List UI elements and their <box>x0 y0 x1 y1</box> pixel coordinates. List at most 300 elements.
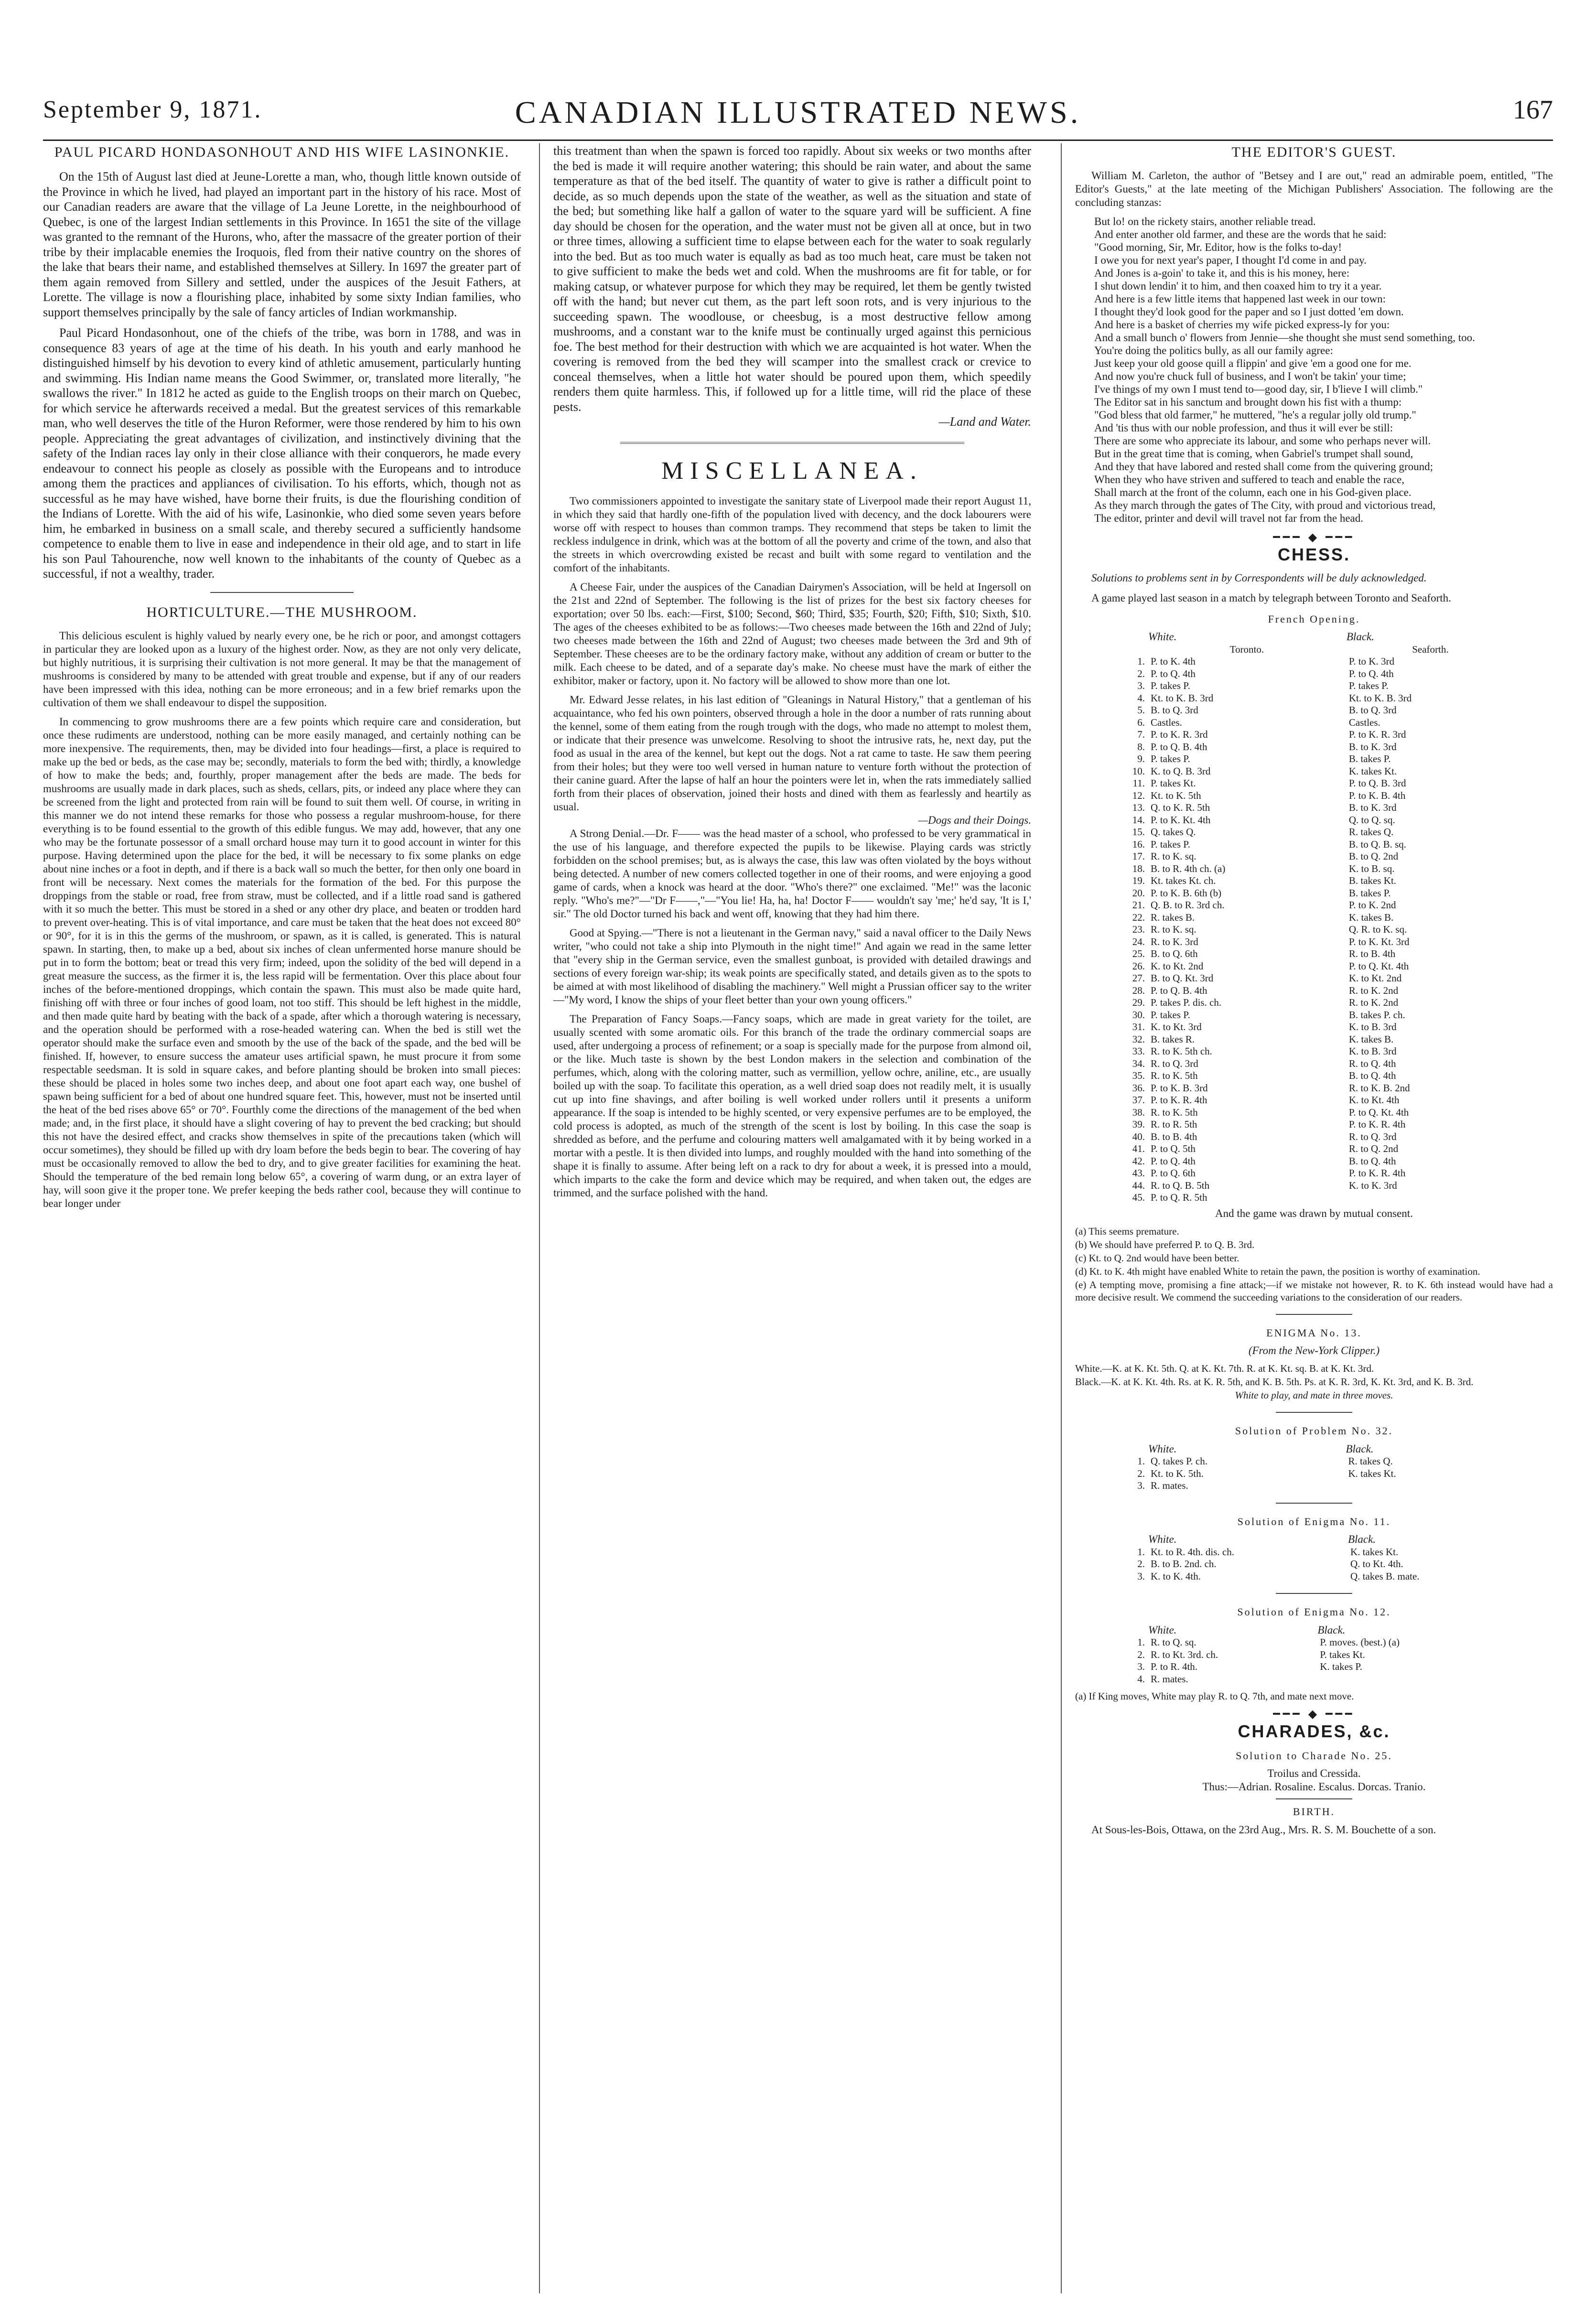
move-row <box>1113 1546 1515 1559</box>
black-move: R. to K. B. 2nd <box>1348 1082 1410 1094</box>
source-attribution: —Dogs and their Doings. <box>918 814 1031 826</box>
white-move: P. to K. R. 4th <box>1151 1094 1207 1106</box>
move-row <box>1113 826 1515 839</box>
white-move: R. to K. 5th <box>1151 1070 1198 1081</box>
move-row <box>1113 972 1515 985</box>
poem-line: The Editor sat in his sanctum and brought down his fist with a thump: <box>1094 396 1402 408</box>
black-move: Q. to Q. sq. <box>1348 814 1395 826</box>
enigma-position <box>1075 1362 1553 1401</box>
move-row <box>1113 960 1515 973</box>
move-row <box>1113 1058 1515 1070</box>
poem-line: I owe you for next year's paper, I thought I'd come in and pay. <box>1094 254 1367 266</box>
black-move: K. to B. 3rd <box>1348 1045 1397 1057</box>
white-move: K. to K. 4th. <box>1151 1570 1201 1582</box>
paragraph: This delicious esculent is highly valued by nearly every one, be he rich or poor, and amongst cottagers in particular they are looked upon as a luxury of the highest order. Now, as they are not only very delicate, but highly nutritious, it is surprising their cultivation is not more general. It may be that the management of mushrooms is considered by many to be attended with great trouble and expense, but if any of our readers have been impressed with this idea, nothing can be more erroneous; and in a few brief remarks upon the cultivation of them we shall endeavour to dispel the supposition. <box>43 629 521 709</box>
solution-note: (a) If King moves, White may play R. to Q. 7th, and mate next move. <box>1075 1690 1354 1702</box>
white-move: P. to Q. R. 5th <box>1151 1192 1207 1203</box>
move-number: 25. <box>1132 948 1145 959</box>
poem-line: And enter another old farmer, and these are the words that he said: <box>1094 228 1387 240</box>
white-move: R. to Q. B. 5th <box>1151 1179 1210 1191</box>
move-number: 40. <box>1132 1130 1145 1142</box>
game-result: And the game was drawn by mutual consent. <box>1215 1207 1413 1219</box>
move-row <box>1113 1455 1515 1468</box>
white-move: P. takes P. <box>1151 838 1190 850</box>
white-move: K. to Q. B. 3rd <box>1151 765 1211 777</box>
move-number: 32. <box>1132 1033 1145 1045</box>
white-label: White. <box>1148 1624 1177 1636</box>
black-move: P. takes Kt. <box>1320 1648 1365 1660</box>
move-row <box>1113 912 1515 924</box>
move-number: 4. <box>1137 692 1145 704</box>
black-move: R. to Q. 4th <box>1348 1057 1396 1069</box>
move-row <box>1113 790 1515 802</box>
move-number: 24. <box>1132 936 1145 947</box>
move-number: 26. <box>1132 960 1145 972</box>
black-move: B. to Q. 4th <box>1348 1070 1396 1081</box>
move-row <box>1113 1021 1515 1033</box>
white-move: R. to Q. sq. <box>1151 1636 1196 1648</box>
white-move: P. to K. B. 6th (b) <box>1151 887 1222 899</box>
note: (a) This seems premature. <box>1075 1225 1179 1237</box>
paragraph: William M. Carleton, the author of "Betsey and I are out," read an admirable poem, entitled, "The Editor's Guests," at the late meeting of the Michigan Publishers' Association. The following are the concluding stanzas: <box>1075 170 1553 208</box>
issue-date: September 9, 1871. <box>43 96 262 123</box>
move-row <box>1113 765 1515 778</box>
move-number: 36. <box>1132 1082 1145 1094</box>
white-move: P. to R. 4th. <box>1151 1661 1198 1672</box>
poem-line: When they who have striven and suffered to teach and enable the race, <box>1094 473 1405 485</box>
white-move: P. to Q. B. 4th <box>1151 984 1207 996</box>
move-number: 10. <box>1132 765 1145 777</box>
white-move: R. to K. sq. <box>1151 850 1196 862</box>
move-number: 16. <box>1132 838 1145 850</box>
white-move: B. to Q. 3rd <box>1151 704 1198 716</box>
move-row <box>1113 717 1515 729</box>
black-move: Q. R. to K. sq. <box>1348 924 1407 935</box>
black-move: P. to K. Kt. 3rd <box>1348 936 1410 947</box>
column-2 <box>553 143 1031 2303</box>
move-row <box>1113 1480 1515 1492</box>
move-number: 45. <box>1132 1192 1145 1203</box>
white-move: P. takes P. <box>1151 753 1190 764</box>
section-heading-miscellanea: MISCELLANEA. <box>661 457 923 484</box>
black-move: P. to K. R. 3rd <box>1348 729 1406 740</box>
move-number: 31. <box>1132 1021 1145 1033</box>
black-move: R. takes Q. <box>1348 826 1394 838</box>
poem-line: Just keep your old goose quill a flippin' and give 'em a good one for me. <box>1094 357 1412 369</box>
black-move: R. to K. 2nd <box>1348 997 1399 1008</box>
move-number: 1. <box>1137 656 1145 667</box>
solution-title: Solution of Problem No. 32. <box>1235 1425 1393 1437</box>
black-move: P. takes P. <box>1348 680 1389 691</box>
black-move: P. to Q. B. 3rd <box>1348 777 1406 789</box>
black-move: P. to K. 3rd <box>1348 656 1394 667</box>
black-label: Black. <box>1347 1533 1376 1545</box>
move-row <box>1113 1167 1515 1180</box>
black-move: K. to Kt. 2nd <box>1348 972 1402 984</box>
move-number: 2. <box>1137 1467 1145 1479</box>
black-move: P. to Q. 4th <box>1348 667 1394 679</box>
move-number: 3. <box>1137 1480 1145 1491</box>
move-number: 23. <box>1132 924 1145 935</box>
move-row <box>1113 839 1515 851</box>
poem-line: And here is a basket of cherries my wife picked express-ly for you: <box>1094 319 1390 331</box>
black-move: B. to Q. B. sq. <box>1348 838 1407 850</box>
birth-heading: BIRTH. <box>1293 1806 1336 1818</box>
black-move: P. to K. R. 4th <box>1348 1167 1406 1179</box>
paragraph: Paul Picard Hondasonhout, one of the chiefs of the tribe, was born in 1788, and was in consequence 83 years of age at the time of his death. In his youth and early manhood he distinguished himself by his devotion to every kind of athletic amusement, particularly hunting and swimming. His Indian name means the Good Swimmer, or, translated more literally, "he swallows the river." In 1812 he acted as guide to the English troops on their march on Quebec, for which service he afterwards received a medal. But the greatest services of this remarkable man, who well deserves the title of the Huron Reformer, were those rendered by him to his own people. Appreciating the great advantages of civilization, and instinctively divining that the safety of the Indian races lay only in their close alliance with their conquerors, he made every endeavour to connect his people as closely as possible with the Europeans and to introduce among them the practices and appliances of civilisation. To his efforts, which, though not as successful as he may have wished, have borne their fruits, is due the flourishing condition of the Indians of Lorette. With the aid of his wife, Lasinonkie, who died some seven years before him, he embarked in business on a small scale, and thereby secured a sufficiently handsome competence to enable them to live in ease and independence in their old age, and to start in life his son Paul Tahourenche, now well known to the inhabitants of the county of Quebec as a successful, if not a wealthy, trader. <box>43 326 521 581</box>
move-row <box>1113 1468 1515 1480</box>
move-number: 3. <box>1137 680 1145 691</box>
white-move: R. mates. <box>1151 1480 1188 1491</box>
move-row <box>1113 802 1515 814</box>
poem-line: Shall march at the front of the column, each one in his God-given place. <box>1094 486 1412 498</box>
white-label: White. <box>1148 631 1177 643</box>
section-heading-chess: CHESS. <box>1277 544 1351 564</box>
white-move: P. to Q. 5th <box>1151 1143 1196 1154</box>
white-move: B. takes R. <box>1151 1033 1195 1045</box>
black-move: Castles. <box>1348 716 1380 728</box>
move-row <box>1113 1192 1515 1204</box>
black-move: K. to Kt. 4th <box>1348 1094 1400 1106</box>
black-move: B. to K. 3rd <box>1348 741 1397 753</box>
black-move: Kt. to K. B. 3rd <box>1348 692 1412 704</box>
poem-line: And a small bunch o' flowers from Jennie—she thought she must send something, too. <box>1094 332 1475 344</box>
solution-table <box>1113 1533 1515 1582</box>
solution-title: Solution of Enigma No. 12. <box>1237 1606 1391 1618</box>
move-number: 13. <box>1132 802 1145 813</box>
black-label: Black. <box>1346 631 1374 643</box>
white-move: P. takes Kt. <box>1151 777 1196 789</box>
black-move: B. to Q. 4th <box>1348 1155 1396 1167</box>
solution-title: Solution of Enigma No. 11. <box>1237 1515 1391 1528</box>
charade-solution-title: Solution to Charade No. 25. <box>1236 1749 1392 1762</box>
divider <box>1276 1593 1352 1594</box>
white-place: Toronto. <box>1229 643 1264 655</box>
poem-line: And here is a few little items that happened last week in our town: <box>1094 293 1386 305</box>
move-number: 18. <box>1132 862 1145 874</box>
section-divider <box>620 442 964 444</box>
black-move: R. to Q. 2nd <box>1348 1143 1399 1154</box>
white-move: P. to K. 4th <box>1151 656 1196 667</box>
masthead <box>43 91 1553 139</box>
masthead-rule <box>43 140 1553 141</box>
black-move: B. to Q. 3rd <box>1348 704 1397 716</box>
black-move: P. to K. R. 4th <box>1348 1119 1406 1130</box>
move-number: 22. <box>1132 911 1145 923</box>
black-move: P. to K. 2nd <box>1348 899 1396 911</box>
move-row <box>1113 875 1515 887</box>
move-row <box>1113 850 1515 863</box>
move-number: 33. <box>1132 1045 1145 1057</box>
divider <box>1276 1503 1352 1504</box>
white-move: R. takes B. <box>1151 911 1195 923</box>
black-move: K. takes B. <box>1348 1033 1394 1045</box>
note: (b) We should have preferred P. to Q. B. 3rd. <box>1075 1238 1255 1250</box>
white-move: Q. takes P. ch. <box>1151 1455 1207 1467</box>
black-move: P. to Q. Kt. 4th <box>1348 960 1409 972</box>
white-move: K. to Kt. 2nd <box>1151 960 1204 972</box>
move-row <box>1113 1107 1515 1119</box>
column-1 <box>43 143 521 2303</box>
move-row <box>1113 1661 1515 1673</box>
move-number: 2. <box>1137 1558 1145 1570</box>
black-move: K. takes P. <box>1320 1661 1362 1672</box>
white-label: White. <box>1148 1442 1177 1455</box>
game-intro: A game played last season in a match by telegraph between Toronto and Seaforth. <box>1091 592 1451 604</box>
black-move: B. to Q. 2nd <box>1348 850 1399 862</box>
move-row <box>1113 680 1515 692</box>
enigma-black: Black.—K. at K. Kt. 4th. Rs. at K. R. 5th, and K. B. 5th. Ps. at K. R. 3rd, K. Kt. 3rd, and K. B. 3rd. <box>1075 1376 1474 1388</box>
black-move <box>1345 1480 1515 1492</box>
white-move: P. to K. B. 3rd <box>1151 1082 1208 1094</box>
move-number: 35. <box>1132 1070 1145 1081</box>
black-move: B. takes P. ch. <box>1348 1009 1405 1021</box>
note: (c) Kt. to Q. 2nd would have been better. <box>1075 1252 1239 1264</box>
white-move: B. to R. 4th ch. (a) <box>1151 862 1226 874</box>
poem-line: You're doing the politics bully, as all our family agree: <box>1094 344 1333 356</box>
white-move: Q. to K. R. 5th <box>1151 802 1210 813</box>
white-move: P. takes P. dis. ch. <box>1151 997 1222 1008</box>
move-number: 37. <box>1132 1094 1145 1106</box>
move-number: 9. <box>1137 753 1145 764</box>
white-move: B. to Q. 6th <box>1151 948 1198 959</box>
black-move: B. to K. 3rd <box>1348 802 1397 813</box>
article-heading-mushroom: HORTICULTURE.—THE MUSHROOM. <box>146 604 418 620</box>
move-number: 19. <box>1132 875 1145 886</box>
charade-solution: Troilus and Cressida. <box>1267 1767 1361 1779</box>
move-row <box>1113 1070 1515 1082</box>
white-move: Q. B. to R. 3rd ch. <box>1151 899 1225 911</box>
black-label: Black. <box>1346 1442 1374 1455</box>
poem-line: And now you're chuck full of business, and I won't be takin' your time; <box>1094 370 1406 382</box>
move-number: 44. <box>1132 1179 1145 1191</box>
white-move: P. to Q. B. 4th <box>1151 741 1207 753</box>
move-row <box>1113 863 1515 875</box>
move-number: 2. <box>1137 1648 1145 1660</box>
move-row <box>1113 729 1515 741</box>
poem-line: I've things of my own I must tend to—good day, sir, I b'lieve I will climb." <box>1094 383 1423 395</box>
white-move: R. to K. sq. <box>1151 924 1196 935</box>
white-move: P. to K. R. 3rd <box>1151 729 1208 740</box>
divider <box>1276 1314 1352 1315</box>
move-row <box>1113 1033 1515 1046</box>
move-row <box>1113 1673 1515 1686</box>
move-number: 17. <box>1132 850 1145 862</box>
black-move: K. to K. 3rd <box>1348 1179 1397 1191</box>
poem-line: And Jones is a-goin' to take it, and this is his money, here: <box>1094 267 1350 279</box>
paragraph: The Preparation of Fancy Soaps.—Fancy soaps, which are made in great variety for the toilet, are usually scented with some aromatic oils. For this branch of the trade the ordinary commercial soaps are used, after undergoing a process of refinement; or a soap is specially made for the purpose from almond oil, or the like. Much taste is shown by the best London makers in the selection and combination of the perfumes, which, along with the coloring matter, such as vermillion, yellow ochre, aniline, etc., are usually boiled up with the soap. To facilitate this operation, as a well dried soap does not readily melt, it is usually cut up into fine shavings, and after boiling is well worked under rollers until it presents a uniform appearance. If the soap is intended to be highly scented, or very expensive perfumes are to be employed, the cold process is adopted, as much of the strength of the scent is lost by boiling. In this case the soap is shredded as before, and the perfume and colouring matters well amalgamated with it by being worked in a mortar with a pestle. It is then divided into lumps, and roughly moulded with the hand into something of the shape it is finally to assume. After being left on a rack to dry for about a week, it is pressed into a mould, which imparts to the cake the form and device which may be required, and when taken out, the edges are trimmed, and the surface polished with the hand. <box>553 1012 1031 1199</box>
black-move: K. to B. sq. <box>1348 862 1395 874</box>
move-number: 29. <box>1132 997 1145 1008</box>
birth-notice: At Sous-les-Bois, Ottawa, on the 23rd Aug., Mrs. R. S. M. Bouchette of a son. <box>1091 1823 1436 1836</box>
paragraph: In commencing to grow mushrooms there are a few points which require care and consideration, but once these rudiments are understood, nothing can be more easily managed, and certainly nothing can be more inexpensive. The requirements, then, may be divided into four headings—first, a place is required to make up the bed or beds, as the case may be; secondly, materials to form the bed with; thirdly, a knowledge of how to make the beds; and, fourthly, proper management after the beds are made. The beds for mushrooms are usually made in dark places, such as sheds, cellars, pits, or indeed any place where they can be screened from the light and protected from rain will be found to suit them well. Of course, in writing in this manner we do not intend these remarks for those who possess a regular mushroom-house, for there everything is to be found essential to the growth of this edible fungus. We may add, however, that any one who may be the fortunate possessor of a small orchard house may turn it to good account in winter for this purpose. Having determined upon the place for the bed, it will be necessary to fix some planks on edge about nine inches or a foot in depth, and if there is a back wall so much the better, for then only one board in front will be necessary. Next comes the materials for the formation of the bed. For this purpose the droppings from the stable or road, free from straw, must be collected, and if a little road sand is gathered with it so much the better. This must be stored in a shed or any other dry place, and beaten or trodden hard to prevent over-heating. This is of vital importance, and care must be taken that the heat does not exceed 80° or 90°, for it is in this the germs of the mushroom, or spawn, as it is called, is generated. This is natural spawn. In starting, then, to make up a bed, about six inches of clean unfermented horse manure should be put in to form the bottom; beat or tread this very firm; indeed, upon the solidity of the bed will depend in a great measure the success, as the firmer it is, the less rapid will be fermentation. Over this place about four inches of the before-mentioned droppings, which contain the spawn. This must also be made quite hard, finishing off with three or four inches of good loam, not too stiff. This should be left highest in the middle, and then made quite hard by beating with the back of a spade, after which a thorough watering is necessary, and the operation should be performed with a rose-headed watering can. When the bed is still wet the operator should make the surface even and smooth by the use of the back of the spade, and the bed will be finished. If, however, to ensure success the amateur uses artificial spawn, he must procure it from some respectable seedsman. It is sold in square cakes, and before planting should be broken into small pieces: these should be placed in holes some two inches deep, and about one foot apart each way, one bushel of spawn being sufficient for a bed of about one hundred square feet. This, however, must not be inserted until the heat of the bed rises above 65° or 70°. Fourthly come the directions of the management of the bed when made; and, in the first place, it should have a slight covering of hay to prevent the bed cracking; but should this not have the desired effect, and cracks show themselves in spite of the precautions taken (which will occur sometimes), they should be filled up with dry loam before the beds begin to bear. The covering of hay must be occasionally removed to allow the bed to dry, and to give greater facilities for examining the heat. Should the temperature of the bed remain long below 65°, a covering of warm dung, or an extra layer of hay, will soon give it the proper tone. We prefer keeping the beds rather cool, because they will continue to bear longer under <box>43 715 521 1209</box>
white-move: Kt. to K. B. 3rd <box>1151 692 1214 704</box>
page-number: 167 <box>1513 95 1553 125</box>
paragraph: A Cheese Fair, under the auspices of the Canadian Dairymen's Association, will be held at Ingersoll on the 21st and 22nd of September. The following is the list of prizes for the best six factory cheeses for exportation; over 50 lbs. each:—First, $100; Second, $60; Third, $35; Fourth, $20; Fifth, $10; Sixth, $10. The ages of the cheeses exhibited to be as follows:—Two cheeses made between the 16th and 22nd of July; two cheeses made between the 16th and 22nd of August; two cheeses made between the 3rd and 9th of September. These cheeses are to be the ordinary factory make, without any addition of cream or butter to the milk. Each cheese to be dated, and of a separate day's make. No cheese must have the mark of either the exhibitor, maker or factory, upon it. No factory will be allowed to show more than one lot. <box>553 581 1031 687</box>
move-number: 21. <box>1132 899 1145 911</box>
move-number: 27. <box>1132 972 1145 984</box>
move-row <box>1113 1143 1515 1155</box>
move-row <box>1113 656 1515 668</box>
poem-line: I shut down lendin' it to him, and then coaxed him to try it a year. <box>1094 280 1382 292</box>
poem-line: But lo! on the rickety stairs, another reliable tread. <box>1094 215 1316 227</box>
move-row <box>1113 1045 1515 1058</box>
move-row <box>1113 668 1515 680</box>
white-move: R. mates. <box>1151 1673 1188 1685</box>
white-move: Kt. to K. 5th. <box>1151 1467 1204 1479</box>
paragraph: Good at Spying.—"There is not a lieutenant in the German navy," said a naval officer to the Daily News writer, "who could not take a ship into Plymouth in the night time!" And again we read in the same letter that "every ship in the German service, even the smallest gunboat, is provided with detailed drawings and sections of every foreign war-ship; its weak points are specifically stated, and details given as to the spots to be aimed at with most likelihood of disabling the machinery." Well might a Prussian officer say to the writer—"My word, I know the ships of your fleet better than your own young officers." <box>553 926 1031 1006</box>
move-row <box>1113 936 1515 948</box>
poem-line: As they march through the gates of The City, with proud and victorious tread, <box>1094 499 1436 511</box>
note: (e) A tempting move, promising a fine attack;—if we mistake not however, R. to K. 6th instead would have had a more decisive result. We commend the succeeding variations to the consideration of our readers. <box>1075 1279 1553 1303</box>
black-move: K. takes Kt. <box>1350 1546 1399 1558</box>
white-move: P. takes P. <box>1151 680 1190 691</box>
white-move: Q. takes Q. <box>1151 826 1196 838</box>
move-number: 7. <box>1137 729 1145 740</box>
article-heading-editors-guest: THE EDITOR'S GUEST. <box>1231 144 1397 160</box>
move-row <box>1113 1082 1515 1095</box>
source-attribution: —Land and Water. <box>938 415 1031 429</box>
column-3 <box>1075 143 1553 2303</box>
move-row <box>1113 692 1515 705</box>
poem-line: But in the great time that is coming, when Gabriel's trumpet shall sound, <box>1094 448 1413 460</box>
move-number: 41. <box>1132 1143 1145 1154</box>
enigma-source: (From the New-York Clipper.) <box>1248 1345 1380 1356</box>
white-move: P. to K. Kt. 4th <box>1151 814 1211 826</box>
black-move: Q. takes B. mate. <box>1350 1570 1420 1582</box>
move-row <box>1113 985 1515 997</box>
white-move: K. to Kt. 3rd <box>1151 1021 1202 1033</box>
poem-line: The editor, printer and devil will travel not far from the head. <box>1094 512 1364 524</box>
poem-line: There are some who appreciate its labour, and some who perhaps never will. <box>1094 435 1431 447</box>
move-row <box>1113 997 1515 1009</box>
chess-game-table <box>1113 630 1515 1204</box>
move-number: 12. <box>1132 789 1145 801</box>
black-move: P. to K. B. 4th <box>1348 789 1406 801</box>
move-number: 43. <box>1132 1167 1145 1179</box>
move-number: 6. <box>1137 716 1145 728</box>
charade-solution-detail: Thus:—Adrian. Rosaline. Escalus. Dorcas. Tranio. <box>1202 1781 1426 1793</box>
white-move: R. to Q. 3rd <box>1151 1057 1198 1069</box>
white-move: R. to K. 3rd <box>1151 936 1198 947</box>
move-row <box>1113 1558 1515 1571</box>
white-move: R. to R. 5th <box>1151 1119 1197 1130</box>
divider <box>1276 1412 1352 1413</box>
black-place: Seaforth. <box>1412 643 1449 655</box>
enigma-white: White.—K. at K. Kt. 5th. Q. at K. Kt. 7th. R. at K. Kt. sq. B. at K. Kt. 3rd. <box>1075 1363 1374 1374</box>
move-number: 1. <box>1137 1455 1145 1467</box>
black-move: K. takes B. <box>1348 911 1394 923</box>
move-number: 8. <box>1137 741 1145 753</box>
move-row <box>1113 1571 1515 1583</box>
paper-title: CANADIAN ILLUSTRATED NEWS. <box>515 95 1081 130</box>
black-move: P. to Q. Kt. 4th <box>1348 1106 1409 1118</box>
black-move: R. to Q. 3rd <box>1348 1130 1397 1142</box>
white-move: P. to Q. 4th <box>1151 1155 1196 1167</box>
paragraph: A Strong Denial.—Dr. F—— was the head master of a school, who professed to be very grammatical in the use of his language, and therefore expected the pupils to be likewise. Playing cards was strictly forbidden on the school premises; but, as is always the case, this law was often violated by the boys without being detected. A number of new comers collected together in one of their rooms, and were enjoying a good game of cards, when a knock was heard at the door. "Who's there?" one exclaimed. "Me!" was the laconic reply. "Who's me?"—"Dr F——,"—"You lie! Ha, ha, ha! Doctor F—— wouldn't say 'me;' he'd say, 'It is I,' sir." The old Doctor turned his back and went off, knowing that they had him there. <box>553 827 1031 920</box>
poem-line: "God bless that old farmer," he muttered, "he's a regular jolly old trump." <box>1094 409 1416 421</box>
white-move: R. to K. 5th ch. <box>1151 1045 1212 1057</box>
move-row <box>1113 1094 1515 1107</box>
white-move: R. to K. 5th <box>1151 1106 1198 1118</box>
ornament-divider: ━━━ ◆ ━━━ <box>1273 1708 1355 1721</box>
move-number: 1. <box>1137 1636 1145 1648</box>
move-number: 30. <box>1132 1009 1145 1021</box>
move-row <box>1113 753 1515 765</box>
black-move <box>1317 1673 1515 1686</box>
black-move <box>1346 1192 1515 1204</box>
move-number: 5. <box>1137 704 1145 716</box>
white-move: P. takes P. <box>1151 1009 1190 1021</box>
paragraph: Mr. Edward Jesse relates, in his last edition of "Gleanings in Natural History," that a gentleman of his acquaintance, who fed his own pointers, observed through a hole in the door a number of rats running about the kennel, some of them eating from the rough trough with the dogs, who made no attempt to molest them, or indicate that their presence was unwelcome. Resolving to shoot the intrusive rats, he, next day, put the food as usual in the area of the kennel, but kept out the dogs. Not a rat came to taste. He saw them peering from their holes; but they were too well versed in human nature to venture forth without the protection of their canine guard. After the lapse of half an hour the pointers were let in, when the rats immediately sallied forth from their places of observation, joined their hosts and dined with them as fearlessly and heartily as usual. <box>553 693 1031 813</box>
black-move: K. takes Kt. <box>1348 765 1397 777</box>
poem-line: And they that have labored and rested shall come from the quivering ground; <box>1094 461 1433 473</box>
move-row <box>1113 887 1515 900</box>
solution-table <box>1113 1624 1515 1686</box>
section-divider <box>210 592 354 593</box>
black-move: K. to B. 3rd <box>1348 1021 1397 1033</box>
white-move: B. to Q. Kt. 3rd <box>1151 972 1214 984</box>
opening-name: French Opening. <box>1268 613 1360 625</box>
game-notes <box>1075 1225 1553 1303</box>
black-move: B. takes P. <box>1348 887 1391 899</box>
move-row <box>1113 1131 1515 1143</box>
move-row <box>1113 1180 1515 1192</box>
white-move: B. to B. 2nd. ch. <box>1151 1558 1217 1570</box>
move-row <box>1113 704 1515 717</box>
white-label: White. <box>1148 1533 1177 1545</box>
black-move: B. takes Kt. <box>1348 875 1397 886</box>
black-move: R. to B. 4th <box>1348 948 1396 959</box>
black-move: K. takes Kt. <box>1348 1467 1396 1479</box>
move-row <box>1113 924 1515 936</box>
poem-line: And 'tis thus with our noble profession, and thus it will ever be still: <box>1094 422 1393 434</box>
poem-stanzas <box>1094 215 1553 525</box>
black-move: B. takes P. <box>1348 753 1391 764</box>
paragraph: Two commissioners appointed to investigate the sanitary state of Liverpool made their report August 11, in which they said that hardly one-fifth of the population lived with decency, and the dock labourers were worse off with respect to houses than common tramps. They recommend that steps be taken to limit the reckless indulgence in drink, which was at the bottom of all the poverty and crime of the town, and also that the streets in which overcrowding existed be recast and built with some regard to ventilation and the comfort of the inhabitants. <box>553 495 1031 574</box>
white-move: B. to B. 4th <box>1151 1130 1197 1142</box>
white-move: P. to Q. 6th <box>1151 1167 1196 1179</box>
enigma-task: White to play, and mate in three moves. <box>1235 1389 1393 1401</box>
move-row <box>1113 1155 1515 1168</box>
move-number: 1. <box>1137 1546 1145 1558</box>
move-number: 4. <box>1137 1673 1145 1685</box>
black-move: P. moves. (best.) (a) <box>1320 1636 1400 1648</box>
move-number: 34. <box>1132 1057 1145 1069</box>
white-move: Castles. <box>1151 716 1182 728</box>
move-number: 3. <box>1137 1661 1145 1672</box>
white-move: Kt. to K. 5th <box>1151 789 1201 801</box>
move-number: 38. <box>1132 1106 1145 1118</box>
move-row <box>1113 1636 1515 1649</box>
move-row <box>1113 1649 1515 1661</box>
move-row <box>1113 1119 1515 1131</box>
section-heading-charades: CHARADES, &c. <box>1238 1721 1390 1741</box>
ornament-divider: ━━━ ◆ ━━━ <box>1273 531 1355 544</box>
article-heading-paul-picard: PAUL PICARD HONDASONHOUT AND HIS WIFE LASINONKIE. <box>54 144 510 160</box>
enigma-title: ENIGMA No. 13. <box>1266 1326 1362 1339</box>
move-row <box>1113 741 1515 753</box>
move-number: 39. <box>1132 1119 1145 1130</box>
move-row <box>1113 948 1515 960</box>
solution-table <box>1113 1442 1515 1492</box>
move-number: 15. <box>1132 826 1145 838</box>
poem-line: "Good morning, Sir, Mr. Editor, how is the folks to-day! <box>1094 241 1342 253</box>
note: (d) Kt. to K. 4th might have enabled White to retain the pawn, the position is worthy of examination. <box>1075 1265 1480 1277</box>
move-number: 14. <box>1132 814 1145 826</box>
black-move: R. to K. 2nd <box>1348 984 1399 996</box>
move-row <box>1113 1009 1515 1022</box>
